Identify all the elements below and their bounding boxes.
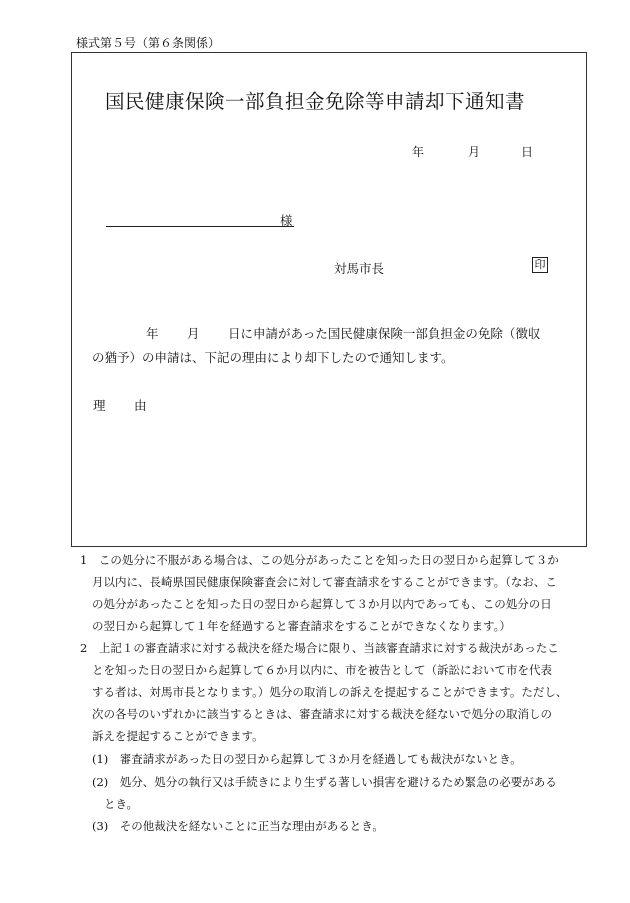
note-subitem: (2) 処分、処分の執行又は手続きにより生ずる著しい損害を避けるため緊急の必要がある xyxy=(92,775,557,789)
note-line: の処分があったことを知った日の翌日から起算して３か月以内であっても、この処分の日 xyxy=(92,597,552,611)
note-line: 2 上記１の審査請求に対する裁決を経た場合に限り、当該審査請求に対する裁決があったこ xyxy=(80,641,559,655)
addressee-name-line xyxy=(106,226,294,227)
body-year-label: 年 xyxy=(146,326,159,341)
note-line: する者は、対馬市長となります。）処分の取消しの訴えを提起することができます。ただし、 xyxy=(92,685,568,699)
addressee-honorific: 様 xyxy=(280,213,293,228)
document-title: 国民健康保険一部負担金免除等申請却下通知書 xyxy=(104,90,525,113)
notice-frame xyxy=(71,52,587,547)
date-year-label: 年 xyxy=(412,145,425,159)
date-month-label: 月 xyxy=(468,145,481,159)
note-line: とを知った日の翌日から起算して６か月以内に、市を被告として（訴訟において市を代表 xyxy=(92,663,552,677)
date-day-label: 日 xyxy=(521,145,534,159)
seal-mark: 印 xyxy=(532,257,548,273)
note-line: の翌日から起算して１年を経過すると審査請求をすることができなくなります。） xyxy=(92,619,511,633)
note-subitem: (3) その他裁決を経ないことに正当な理由があるとき。 xyxy=(92,819,384,833)
note-line: 訴えを提起することができます。 xyxy=(92,729,264,743)
form-number-label: 様式第５号（第６条関係） xyxy=(76,36,221,50)
body-line-1: 日に申請があった国民健康保険一部負担金の免除（徴収 xyxy=(228,326,541,341)
issuer-name: 対馬市長 xyxy=(334,261,385,276)
note-line: 次の各号のいずれかに該当するときは、審査請求に対する裁決を経ないで処分の取消しの xyxy=(92,707,552,721)
body-month-label: 月 xyxy=(187,326,200,341)
note-subitem: (1) 審査請求があった日の翌日から起算して３か月を経過しても裁決がないとき。 xyxy=(92,752,522,766)
body-line-2: の猶予）の申請は、下記の理由により却下したので通知します。 xyxy=(92,350,454,365)
note-line: 1 この処分に不服がある場合は、この処分があったことを知った日の翌日から起算して３か xyxy=(80,553,559,567)
reason-label: 理 由 xyxy=(93,398,155,413)
note-line: 月以内に、長崎県国民健康保険審査会に対して審査請求をすることができます。（なお、こ xyxy=(92,575,557,589)
note-subitem: とき。 xyxy=(104,797,139,811)
